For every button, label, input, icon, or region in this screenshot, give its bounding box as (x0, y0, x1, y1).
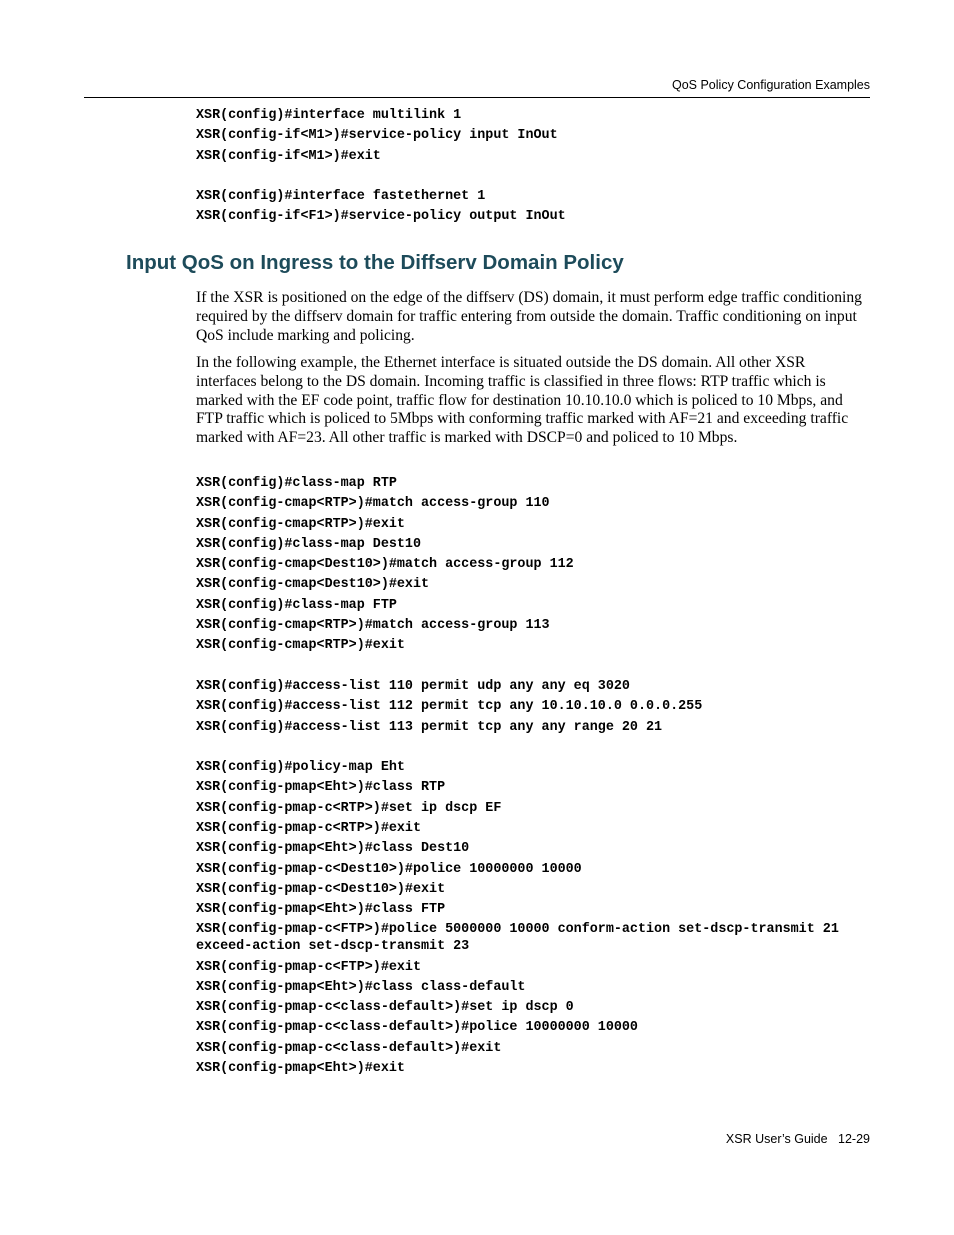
code-line: XSR(config-cmap<Dest10>)#match access-group 112 (196, 557, 574, 573)
footer-guide-name: XSR User’s Guide (725, 1132, 828, 1146)
section-heading: Input QoS on Ingress to the Diffserv Domain Policy (126, 251, 624, 274)
code-line: XSR(config-cmap<RTP>)#match access-group 110 (196, 496, 550, 512)
code-line: XSR(config-cmap<Dest10>)#exit (196, 577, 430, 593)
header-rule (84, 97, 870, 98)
code-line: XSR(config-pmap<Eht>)#exit (196, 1061, 405, 1077)
code-line: XSR(config)#interface fastethernet 1 (196, 189, 486, 205)
code-line: XSR(config-pmap-c<FTP>)#police 5000000 10000 conform-action set-dscp-transmit 21 exceed-action set-dscp-transmit 23 (196, 921, 847, 954)
main-code-block (196, 474, 876, 1079)
code-line: XSR(config-cmap<RTP>)#match access-group 113 (196, 618, 550, 634)
code-line: XSR(config-if<M1>)#service-policy input InOut (196, 128, 558, 144)
running-header: QoS Policy Configuration Examples (671, 78, 870, 92)
code-line: XSR(config-pmap<Eht>)#class RTP (196, 780, 446, 796)
footer-page-number: 12-29 (838, 1132, 870, 1146)
code-line: XSR(config-pmap-c<RTP>)#set ip dscp EF (196, 800, 502, 816)
top-code-block (196, 106, 876, 228)
code-line: XSR(config-pmap-c<Dest10>)#police 10000000 10000 (196, 861, 582, 877)
code-line: XSR(config)#access-list 113 permit tcp any any range 20 21 (196, 719, 663, 735)
intro-paragraph: If the XSR is positioned on the edge of the diffserv (DS) domain, it must perform edge traffic conditioning required by the diffserv domain for traffic entering from outside the domain. Traffic conditioning on input QoS include marking and policing. (196, 289, 862, 344)
code-blank-line (196, 657, 876, 677)
code-line: XSR(config-if<F1>)#service-policy output InOut (196, 209, 566, 225)
code-line: XSR(config)#policy-map Eht (196, 760, 405, 776)
code-line: XSR(config-pmap-c<class-default>)#police 10000000 10000 (196, 1020, 638, 1036)
code-blank-line (196, 167, 876, 187)
code-line: XSR(config-cmap<RTP>)#exit (196, 638, 405, 654)
code-line: XSR(config-pmap-c<RTP>)#exit (196, 821, 421, 837)
code-line: XSR(config-pmap<Eht>)#class class-default (196, 979, 526, 995)
code-line: XSR(config)#access-list 112 permit tcp any 10.10.10.0 0.0.0.255 (196, 699, 703, 715)
code-line: XSR(config)#access-list 110 permit udp any any eq 3020 (196, 678, 630, 694)
code-line: XSR(config-cmap<RTP>)#exit (196, 516, 405, 532)
code-line: XSR(config-pmap<Eht>)#class FTP (196, 902, 446, 918)
code-blank-line (196, 738, 876, 758)
code-line: XSR(config)#class-map RTP (196, 476, 397, 491)
code-line: XSR(config)#class-map FTP (196, 597, 397, 613)
code-line: XSR(config-if<M1>)#exit (196, 148, 381, 164)
code-line: XSR(config-pmap-c<FTP>)#exit (196, 959, 421, 975)
example-paragraph: In the following example, the Ethernet interface is situated outside the DS domain. All other XSR interfaces belong to the DS domain. Incoming traffic is classified in three flows: RTP traffic which is marked with the EF code point, traffic flow for destination 10.10.10.0 which is policed to 10 Mbps, and FTP traffic which is policed to 5Mbps with conforming traffic marked with AF=21 and exceeding traffic marked with AF=23. All other traffic is marked with DSCP=0 and policed to 10 Mbps. (196, 354, 849, 447)
code-line: XSR(config)#interface multilink 1 (196, 108, 462, 123)
code-line: XSR(config-pmap-c<class-default>)#set ip dscp 0 (196, 1000, 574, 1016)
code-line: XSR(config-pmap-c<class-default>)#exit (196, 1040, 502, 1056)
code-line: XSR(config-pmap-c<Dest10>)#exit (196, 881, 446, 897)
page-footer (726, 1132, 870, 1146)
code-line: XSR(config)#class-map Dest10 (196, 536, 421, 552)
code-line: XSR(config-pmap<Eht>)#class Dest10 (196, 841, 470, 857)
